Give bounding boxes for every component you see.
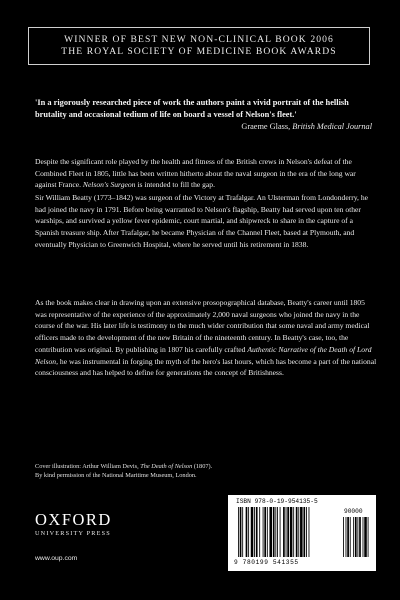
barcode-bar (267, 507, 268, 557)
review-publication: British Medical Journal (292, 122, 372, 131)
barcode-bar (293, 507, 294, 557)
barcode-bar (263, 507, 264, 557)
barcode-bar (290, 507, 293, 557)
barcode-bar (283, 507, 285, 557)
barcode-bar (251, 507, 254, 557)
p1-book-title: Nelson's Surgeon (82, 180, 136, 190)
publisher-name: OXFORD (35, 510, 112, 529)
barcode-bar (242, 507, 243, 557)
barcode-bar (298, 507, 299, 557)
p3-narrative-title: Authentic Narrative of the Death of Lord Nelson, (35, 344, 372, 366)
barcode-addon-bar (368, 517, 369, 557)
barcode-bar (256, 507, 258, 557)
barcode-bar (303, 507, 305, 557)
barcode-bar (259, 507, 260, 557)
award-banner (28, 27, 370, 65)
review-quote: 'In a rigorously researched piece of work the authors paint a vivid portrait of the hellish brutality and occasional tedium of life on board a vessel of Nelson's fleet.' (35, 98, 349, 119)
barcode-bar (238, 507, 239, 557)
barcode-addon-bar (347, 517, 349, 557)
barcode-bar (306, 507, 307, 557)
publisher-subtitle: UNIVERSITY PRESS (35, 530, 111, 537)
cover-credit-prefix: Cover illustration: Arthur William Devis, (35, 463, 139, 470)
barcode-addon-bar (346, 517, 347, 557)
barcode-addon-bar (357, 517, 358, 557)
publisher-logo (35, 511, 115, 538)
barcode-addon-bar (353, 517, 354, 557)
barcode-addon-bar (363, 517, 364, 557)
cover-credit (35, 462, 275, 480)
barcode-bar (254, 507, 255, 557)
barcode-addon-bar (350, 517, 351, 557)
cover-painting-title: The Death of Nelson (140, 463, 193, 470)
barcode-addon-bar (359, 517, 361, 557)
barcode-bar (309, 507, 310, 557)
barcode-bar (240, 507, 242, 557)
barcode-bar (280, 507, 281, 557)
cover-credit-suffix: (1807). (193, 463, 213, 470)
barcode-addon-bar (364, 517, 367, 557)
barcode-bar (296, 507, 298, 557)
barcode-bar (275, 507, 276, 557)
p3-start: As the book makes clear in drawing upon an extensive prosopographical database, Beatty's career until 1805 was representative of the experience of the approximately 2,000 naval surgeons who joined the navy in the course of the war. His later life is testimony to the much wider contribution that some naval and army medical officers made to the development of the new Britain of the nineteenth century. In Beatty's case, too, the contribution was original. By publishing in 1807 his carefully crafted (35, 298, 370, 354)
barcode-addon-bar (355, 517, 357, 557)
award-organization: THE ROYAL SOCIETY OF MEDICINE BOOK AWARDS (61, 46, 337, 57)
price-code: 90000 (344, 508, 363, 515)
p1-end: is intended to fill the gap. (137, 180, 216, 190)
review-author: Graeme Glass, (241, 122, 291, 131)
barcode-bar (287, 507, 289, 557)
barcode-bar (286, 507, 287, 557)
barcode-bar (277, 507, 278, 557)
barcode-bar (269, 507, 272, 557)
p3-end: he was instrumental in forging the myth of the hero's last hours, which has become a part of the national consciousness and has helped to define for generations the concept of Britishness. (35, 356, 377, 378)
barcode-bar (300, 507, 303, 557)
cover-credit-line-2: By kind permission of the National Maritime Museum, London. (35, 472, 197, 479)
p1-text: Despite the significant role played by the health and fitness of the British crews in Nelson's defeat of the Combined Fleet in 1805, little has been written hitherto about the naval surgeon in the era of the long war against France. (35, 157, 356, 190)
description-paragraph-2: Sir William Beatty (1773–1842) was surgeon of the Victory at Trafalgar. An Ulsterman from Londonderry, he had joined the navy in 1791. Before being warranted to Nelson's flagship, Beatty had served upon ten other warships, and survived a yellow fever epidemic, court martial, and shipwreck to share in the capture of a Spanish treasure ship. After Trafalgar, he became Physician of the Channel Fleet, based at Plymouth, and eventually Physician to Greenwich Hospital, where he served until his retirement in 1838. (35, 193, 369, 249)
description-paragraph-3 (35, 297, 377, 379)
barcode-addon-bar (343, 517, 344, 557)
barcode-digits: 9 780199 541355 (234, 559, 299, 566)
barcode-bar (264, 507, 266, 557)
barcode-bar (246, 507, 248, 557)
isbn-label: ISBN 978-0-19-954135-5 (236, 498, 318, 505)
review-attribution (241, 121, 372, 132)
publisher-website: www.oup.com (35, 555, 78, 562)
barcode-bar (273, 507, 275, 557)
barcode-panel (228, 495, 376, 571)
barcode-bar (248, 507, 249, 557)
cover-credit-line-1 (35, 462, 275, 471)
description-paragraph-1 (35, 156, 377, 191)
award-title: WINNER OF BEST NEW NON-CLINICAL BOOK 2006 (64, 34, 334, 45)
